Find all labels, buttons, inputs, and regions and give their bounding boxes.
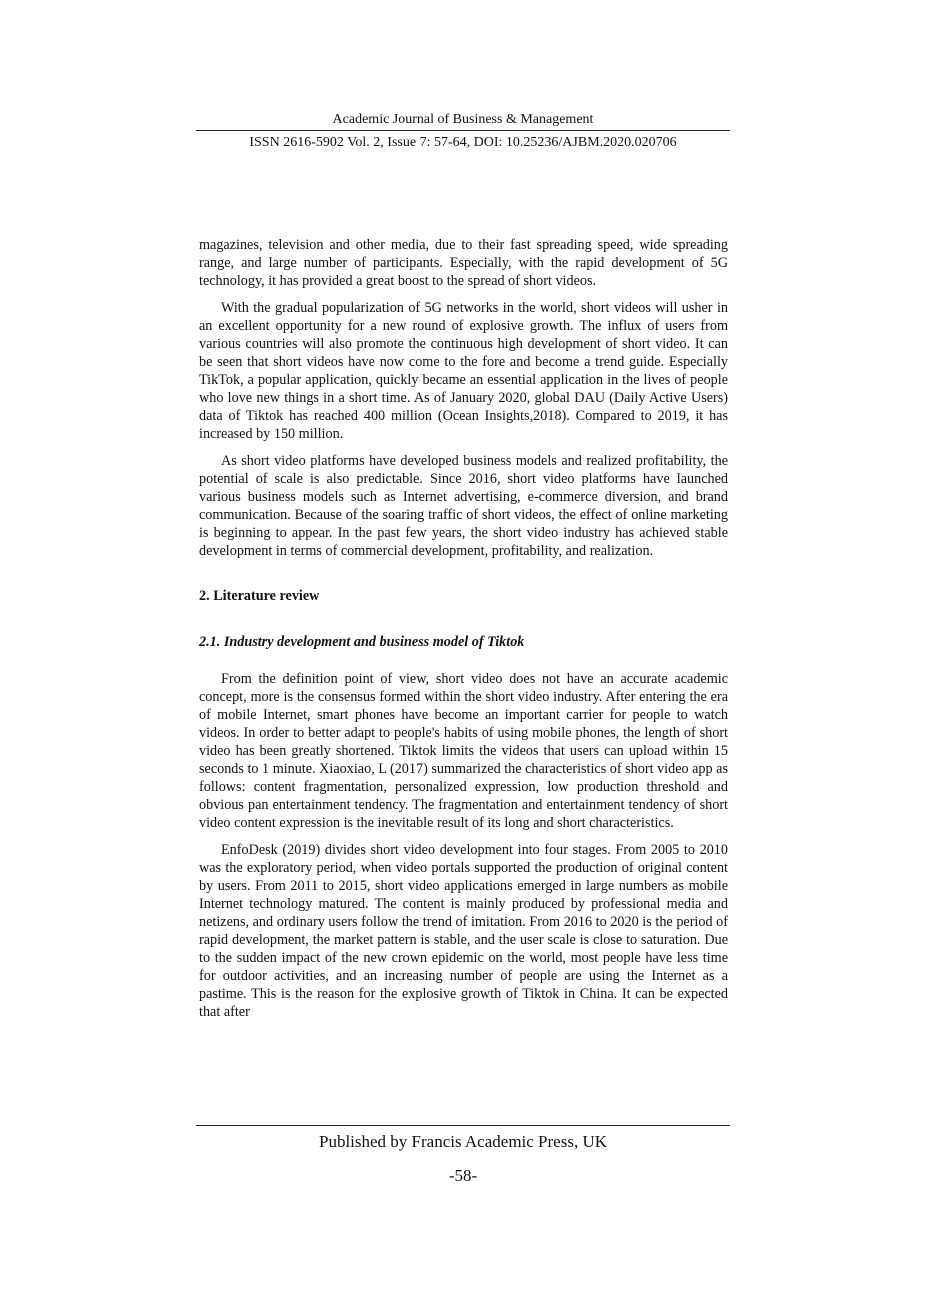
page-footer [196, 1125, 730, 1187]
section-heading: 2. Literature review [199, 588, 320, 604]
paragraph: EnfoDesk (2019) divides short video development into four stages. From 2005 to 2010 was the exploratory period, when video portals supported the production of original content by users. From 2011 to 2015, short video applications emerged in large numbers as mobile Internet technology matured. The content is mainly produced by professional media and netizens, and ordinary users follow the trend of imitation. From 2016 to 2020 is the period of rapid development, the market pattern is stable, and the user scale is close to saturation. Due to the sudden impact of the new crown epidemic on the world, most people have less time for outdoor activities, and an increasing number of people are using the Internet as a pastime. This is the reason for the explosive growth of Tiktok in China. It can be expected that after [199, 842, 728, 1020]
running-header [196, 111, 730, 152]
paragraph: With the gradual popularization of 5G networks in the world, short videos will usher in an excellent opportunity for a new round of explosive growth. The influx of users from various countries will also promote the continuous high development of short video. It can be seen that short videos have now come to the fore and become a trend guide. Especially TikTok, a popular application, quickly became an essential application in the lives of people who love new things in a short time. As of January 2020, global DAU (Daily Active Users) data of Tiktok has reached 400 million (Ocean Insights,2018). Compared to 2019, it has increased by 150 million. [199, 300, 728, 442]
issn-line: ISSN 2616-5902 Vol. 2, Issue 7: 57-64, DOI: 10.25236/AJBM.2020.020706 [249, 135, 677, 150]
footer-rule [196, 1125, 730, 1126]
subsection-heading: 2.1. Industry development and business model of Tiktok [199, 634, 525, 650]
page-number: -58- [448, 1166, 478, 1185]
publisher-line: Published by Francis Academic Press, UK [318, 1132, 608, 1151]
paragraph: As short video platforms have developed business models and realized profitability, the potential of scale is also predictable. Since 2016, short video platforms have launched various business models such as Internet advertising, e-commerce diversion, and brand communication. Because of the soaring traffic of short videos, the effect of online marketing is beginning to appear. In the past few years, the short video industry has achieved stable development in terms of commercial development, profitability, and realization. [199, 453, 728, 559]
header-rule [196, 130, 730, 131]
paragraph-continued: magazines, television and other media, due to their fast spreading speed, wide spreading range, and large number of participants. Especially, with the rapid development of 5G technology, it has provided a great boost to the spread of short videos. [199, 237, 728, 289]
article-body [199, 236, 728, 1021]
paragraph: From the definition point of view, short video does not have an accurate academic concept, more is the consensus formed within the short video industry. After entering the era of mobile Internet, smart phones have become an important carrier for people to watch videos. In order to better adapt to people's habits of using mobile phones, the length of short video has been greatly shortened. Tiktok limits the videos that users can upload within 15 seconds to 1 minute. Xiaoxiao, L (2017) summarized the characteristics of short video app as follows: content fragmentation, personalized expression, low production threshold and obvious pan entertainment tendency. The fragmentation and entertainment tendency of short video content expression is the inevitable result of its long and short characteristics. [199, 671, 728, 831]
journal-title: Academic Journal of Business & Management [332, 112, 594, 127]
